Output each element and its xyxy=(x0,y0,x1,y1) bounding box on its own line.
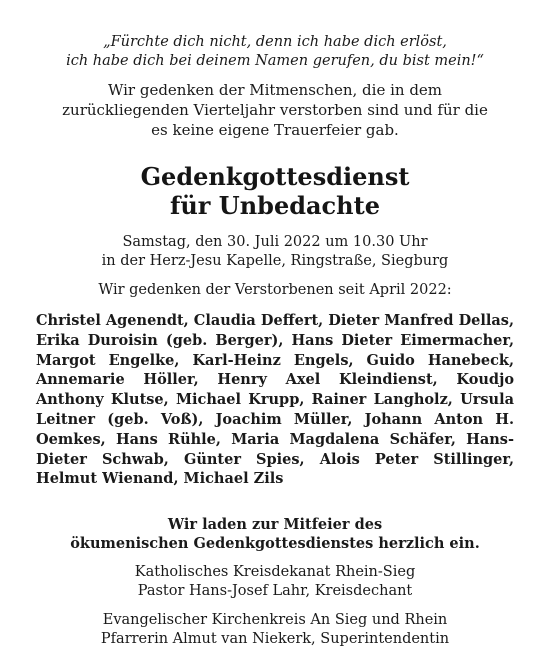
title-line-1: Gedenkgottesdienst xyxy=(140,162,410,191)
quote-line-1: „Fürchte dich nicht, denn ich habe dich erlöst, xyxy=(103,34,447,50)
catholic-signatory xyxy=(36,563,514,601)
protestant-person: Pfarrerin Almut van Niekerk, Superintendentin xyxy=(100,631,450,648)
quote-line-2: ich habe dich bei deinem Namen gerufen, du bist mein!“ xyxy=(66,53,484,69)
service-details xyxy=(36,233,514,271)
intro-line-3: es keine eigene Trauerfeier gab. xyxy=(151,121,399,139)
invitation-line-2: ökumenischen Gedenkgottesdienstes herzlich ein. xyxy=(70,535,480,553)
protestant-signatory xyxy=(36,611,514,649)
intro-line-1: Wir gedenken der Mitmenschen, die in dem xyxy=(107,81,443,99)
bible-quote xyxy=(36,33,514,71)
catholic-person: Pastor Hans-Josef Lahr, Kreisdechant xyxy=(137,583,413,600)
catholic-org: Katholisches Kreisdekanat Rhein-Sieg xyxy=(134,564,416,581)
protestant-org: Evangelischer Kirchenkreis An Sieg und Rhein xyxy=(102,612,448,629)
remembrance-period: Wir gedenken der Verstorbenen seit April 2022: xyxy=(98,282,452,298)
service-location: in der Herz-Jesu Kapelle, Ringstraße, Siegburg xyxy=(101,253,449,269)
invitation-line-1: Wir laden zur Mitfeier des xyxy=(167,516,383,534)
deceased-names-list: Christel Agenendt, Claudia Deffert, Dieter Manfred Dellas, Erika Duroisin (geb. Berger), Hans Dieter Eimermacher, Margot Engelke, Karl-Heinz Engels, Guido Hanebeck, Annemarie Höller, Henry Axel Kleindienst, Koudjo Anthony Klutse, Michael Krupp, Rainer Langholz, Ursula Leitner (geb. Voß), Joachim Müller, Johann Anton H. Oemkes, Hans Rühle, Maria Magdalena Schäfer, Hans-Dieter Schwab, Günter Spies, Alois Peter Stillinger, Helmut Wienand, Michael Zils xyxy=(36,312,514,488)
invitation-text xyxy=(36,515,514,553)
intro-line-2: zurückliegenden Vierteljahr verstorben sind und für die xyxy=(62,101,488,119)
title-line-2: für Unbedachte xyxy=(170,191,380,220)
intro-text xyxy=(36,80,514,140)
service-date-time: Samstag, den 30. Juli 2022 um 10.30 Uhr xyxy=(122,234,428,250)
service-title xyxy=(36,162,514,220)
